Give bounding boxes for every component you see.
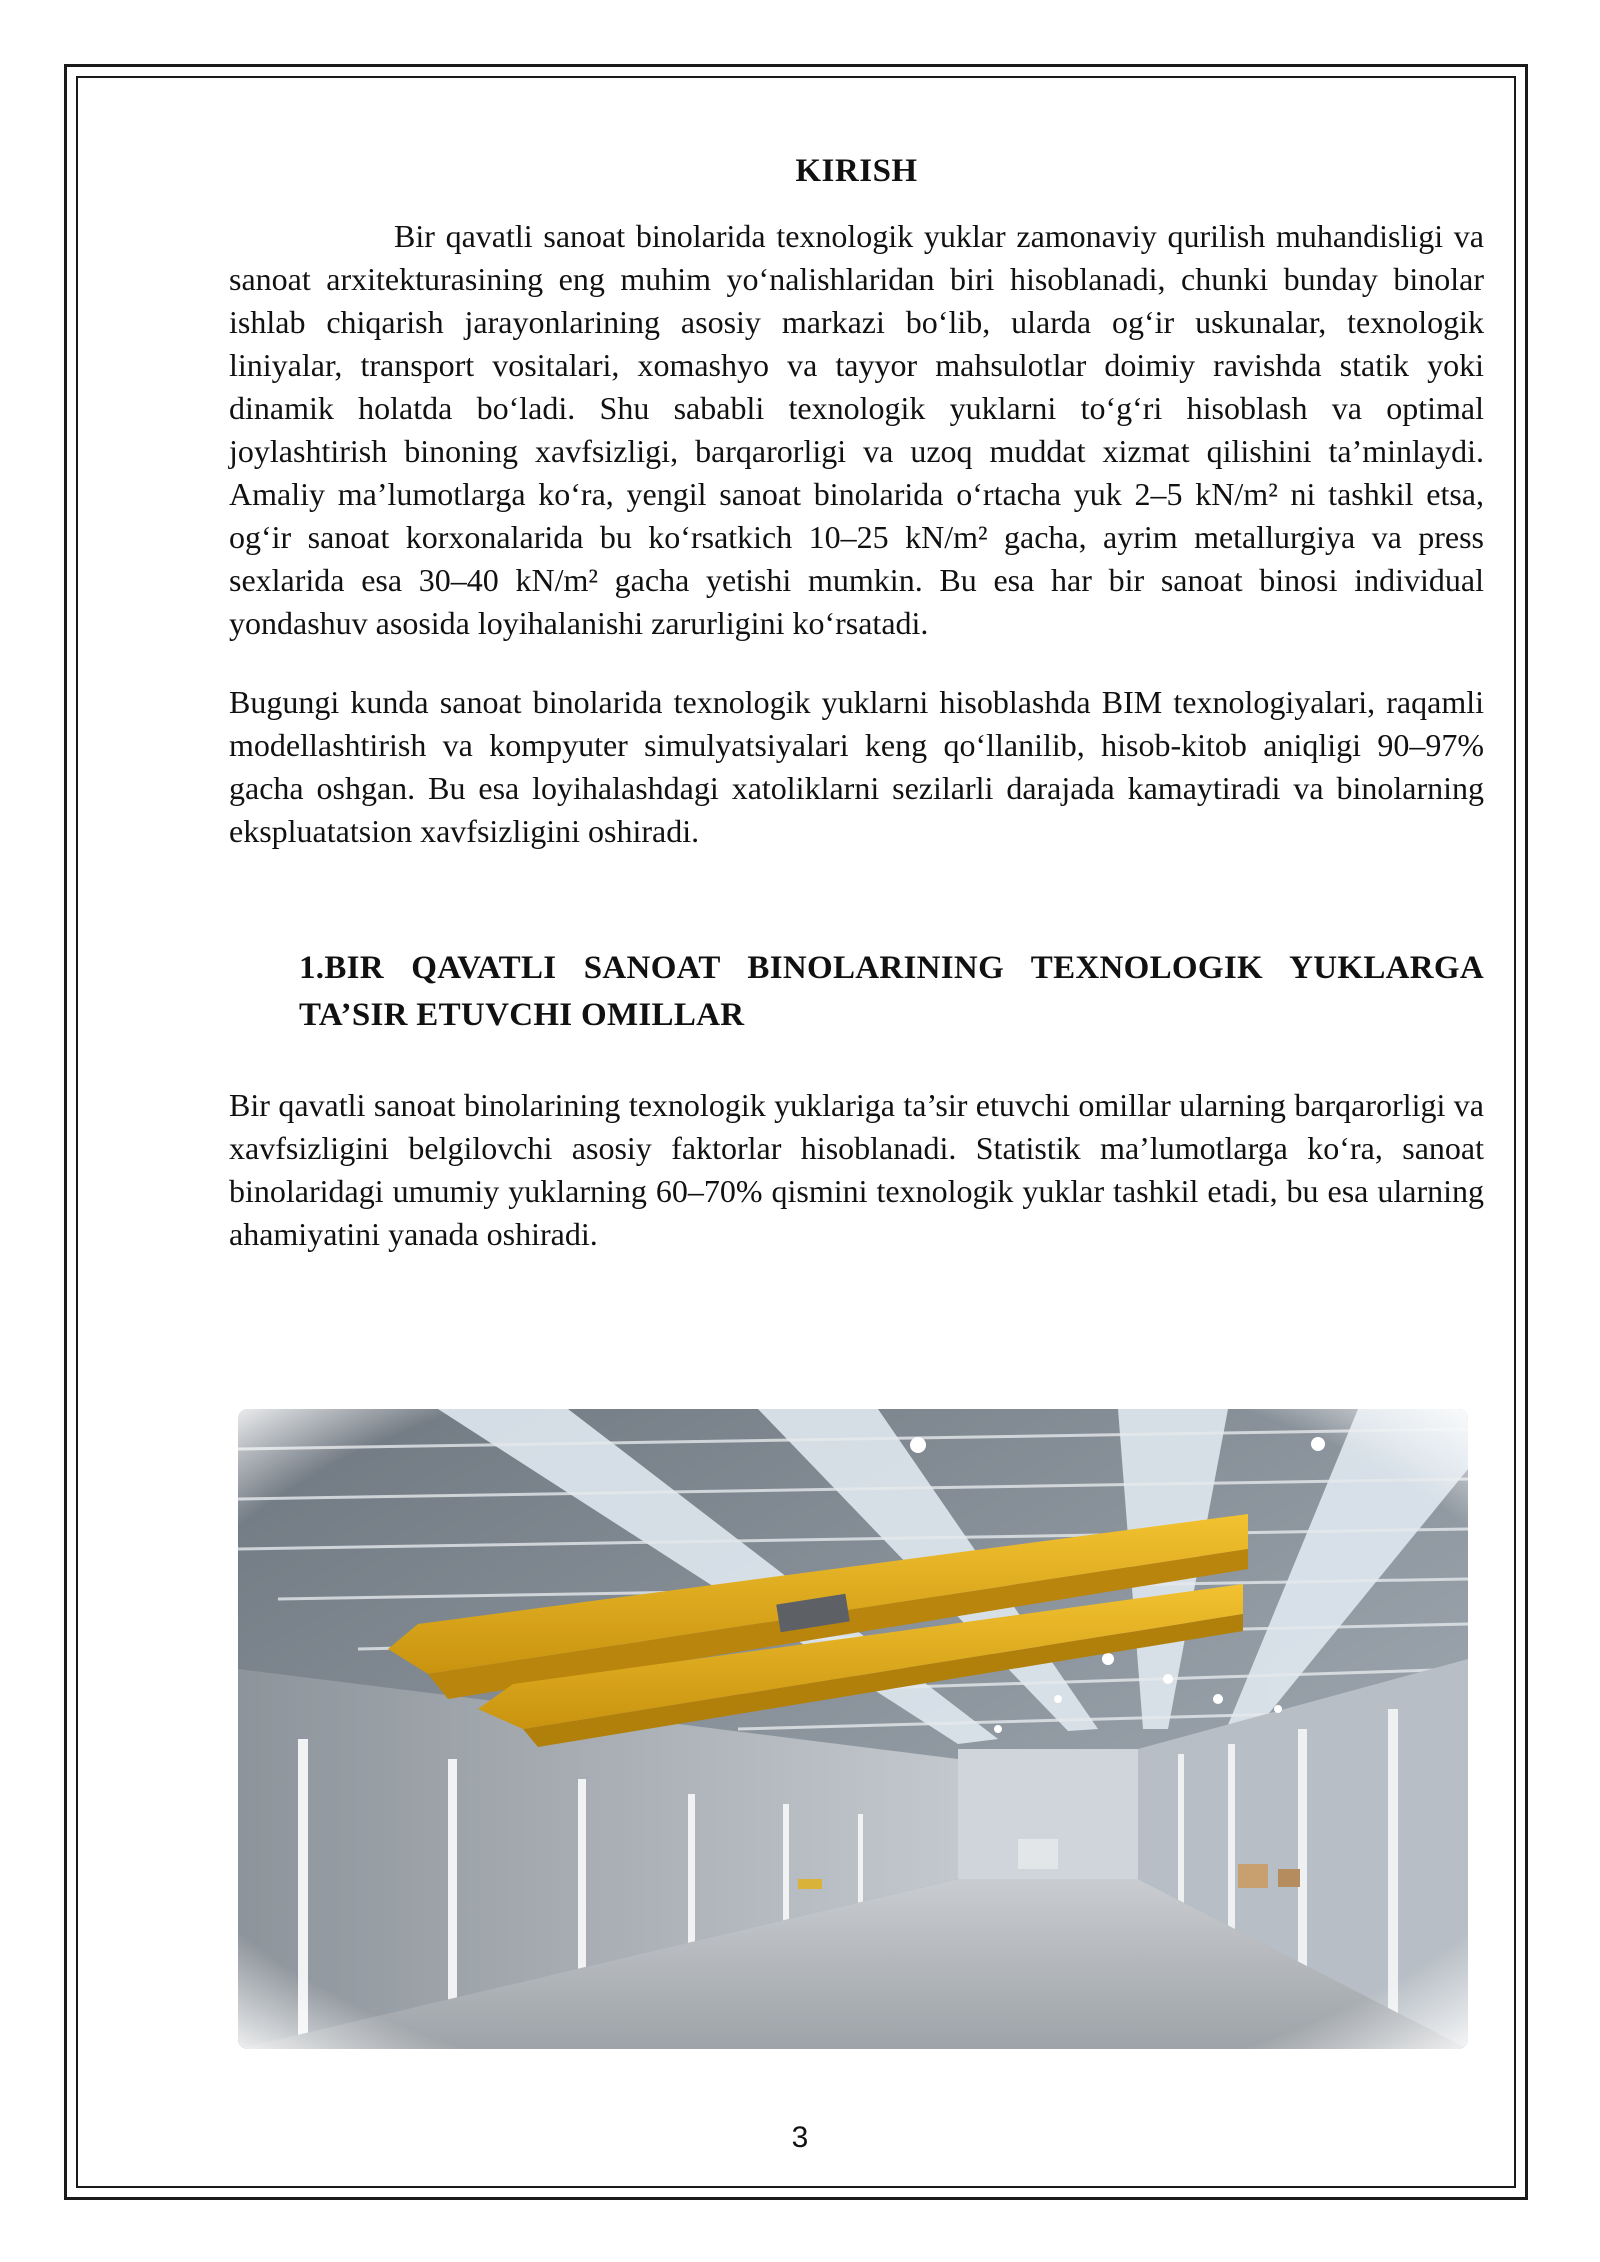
intro-paragraph-1: Bir qavatli sanoat binolarida texnologik yuklar zamonaviy qurilish muhandisligi va sanoat arxitekturasining eng muhim yo‘nalishlaridan biri hisoblanadi, chunki bunday binolar ishlab chiqarish jarayonlarining asosiy markazi bo‘lib, ularda og‘ir uskunalar, texnologik liniyalar, transport vositalari, xomashyo va tayyor mahsulotlar doimiy ravishda statik yoki dinamik holatda bo‘ladi. Shu sababli texnologik yuklarni to‘g‘ri hisoblash va optimal joylashtirish binoning xavfsizligi, barqarorligi va uzoq muddat xizmat qilishini ta’minlaydi. Amaliy ma’lumotlarga ko‘ra, yengil sanoat binolarida o‘rtacha yuk 2–5 kN/m² ni tashkil etsa, og‘ir sanoat korxonalarida bu ko‘rsatkich 10–25 kN/m² gacha, ayrim metallurgiya va press sexlarida esa 30–40 kN/m² gacha yetishi mumkin. Bu esa har bir sanoat binosi individual yondashuv asosida loyihalanishi zarurligini ko‘rsatadi. [229, 217, 1484, 641]
photo-vignette [238, 1409, 1468, 2049]
intro-heading: KIRISH [795, 153, 918, 189]
intro-paragraph-2: Bugungi kunda sanoat binolarida texnologik yuklarni hisoblashda BIM texnologiyalari, raqamli modellashtirish va kompyuter simulyatsiyalari keng qo‘llanilib, hisob-kitob aniqligi 90–97% gacha oshgan. Bu esa loyihalashdagi xatoliklarni sezilarli darajada kamaytiradi va binolarning ekspluatatsion xavfsizligini oshiradi. [229, 683, 1484, 849]
page-content [229, 150, 1484, 1256]
industrial-hall-photo [238, 1409, 1468, 2049]
page-number: 3 [791, 2121, 809, 2154]
section-1-paragraph: Bir qavatli sanoat binolarining texnologik yuklariga ta’sir etuvchi omillar ularning barqarorligi va xavfsizligini belgilovchi asosiy faktorlar hisoblanadi. Statistik ma’lumotlarga ko‘ra, sanoat binolaridagi umumiy yuklarning 60–70% qismini texnologik yuklar tashkil etadi, bu esa ularning ahamiyatini yanada oshiradi. [229, 1086, 1484, 1252]
section-1-title: 1.BIR QAVATLI SANOAT BINOLARINING TEXNOLOGIK YUKLARGA TA’SIR ETUVCHI OMILLAR [299, 949, 1484, 1033]
industrial-hall-illustration [238, 1409, 1468, 2049]
